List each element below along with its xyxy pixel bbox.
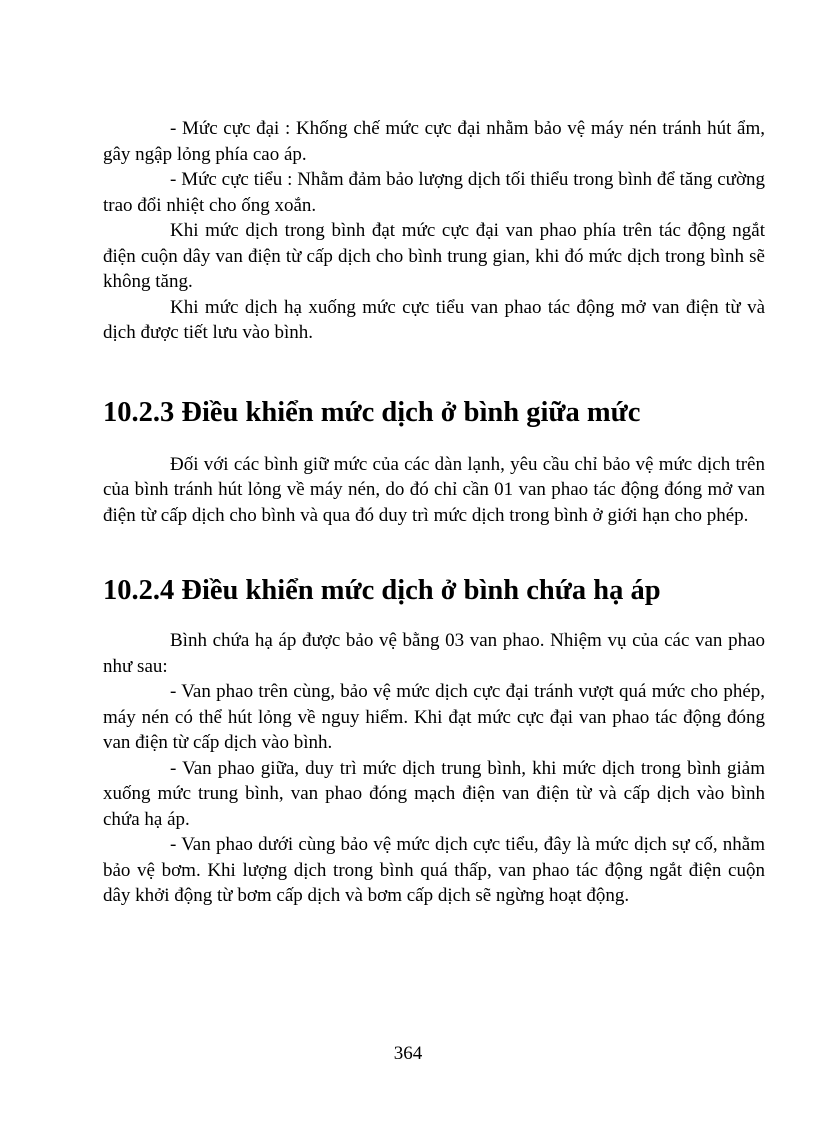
section-heading-10-2-3: 10.2.3 Điều khiển mức dịch ở bình giữa mức xyxy=(103,396,641,428)
section-2-paragraph-4: - Van phao dưới cùng bảo vệ mức dịch cực tiểu, đây là mức dịch sự cố, nhằm bảo vệ bơm. Khi lượng dịch trong bình quá thấp, van phao tác động ngắt điện cuộn dây khởi động từ bơm cấp dịch và bơm cấp dịch sẽ ngừng hoạt động. xyxy=(103,834,765,906)
section-2-paragraph-3: - Van phao giữa, duy trì mức dịch trung bình, khi mức dịch trong bình giảm xuống mức trung bình, van phao đóng mạch điện van điện từ và cấp dịch vào bình chứa hạ áp. xyxy=(103,757,765,830)
section-2-paragraph-2: - Van phao trên cùng, bảo vệ mức dịch cực đại tránh vượt quá mức cho phép, máy nén có thể hút lỏng về nguy hiểm. Khi đạt mức cực đại van phao tác động đóng van điện từ cấp dịch vào bình. xyxy=(103,681,765,753)
section-1-paragraph-1: Đối với các bình giữ mức của các dàn lạnh, yêu cầu chỉ bảo vệ mức dịch trên của bình tránh hút lỏng về máy nén, do đó chỉ cần 01 van phao tác động đóng mở van điện từ cấp dịch cho bình và qua đó duy trì mức dịch trong bình ở giới hạn cho phép. xyxy=(103,453,765,526)
page-number: 364 xyxy=(393,1043,423,1064)
section-2-paragraph-1: Bình chứa hạ áp được bảo vệ bằng 03 van phao. Nhiệm vụ của các van phao như sau: xyxy=(103,630,765,677)
intro-paragraph-4: Khi mức dịch hạ xuống mức cực tiểu van phao tác động mở van điện từ và dịch được tiết lưu vào bình. xyxy=(103,296,765,343)
intro-paragraph-3: Khi mức dịch trong bình đạt mức cực đại van phao phía trên tác động ngắt điện cuộn dây van điện từ cấp dịch cho bình trung gian, khi đó mức dịch trong bình sẽ không tăng. xyxy=(103,220,765,292)
section-heading-10-2-4: 10.2.4 Điều khiển mức dịch ở bình chứa hạ áp xyxy=(103,575,661,606)
intro-paragraph-1: - Mức cực đại : Khống chế mức cực đại nhằm bảo vệ máy nén tránh hút ẩm, gây ngập lỏng phía cao áp. xyxy=(103,118,765,165)
intro-paragraph-2: - Mức cực tiểu : Nhằm đảm bảo lượng dịch tối thiểu trong bình để tăng cường trao đổi nhiệt cho ống xoắn. xyxy=(103,169,765,216)
page-content xyxy=(103,116,765,909)
